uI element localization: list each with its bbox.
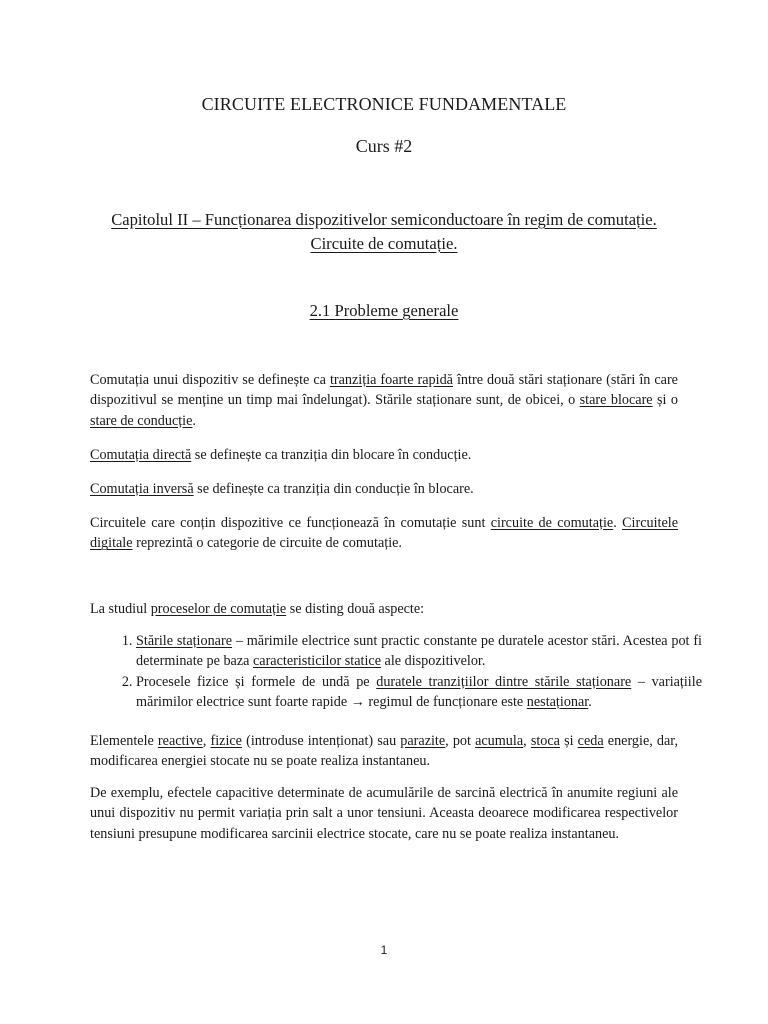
text-run: , pot	[445, 733, 476, 749]
text-run: – variațiile mărimilor electrice sunt foarte rapide → regimul de funcționare este	[136, 673, 702, 711]
underlined-term: Comutația directă	[90, 447, 192, 463]
text-run: Comutația unui dispozitiv se definește ca	[90, 372, 330, 388]
page-number: 1	[380, 943, 388, 957]
text-run: reprezintă o categorie de circuite de comutație.	[132, 535, 402, 552]
underlined-term: stare blocare	[579, 392, 653, 409]
paragraph-commutation-definition	[90, 370, 678, 431]
text-run: La studiul	[90, 601, 151, 617]
chapter-heading	[0, 208, 768, 256]
section-heading-text: 2.1 Probleme generale	[309, 301, 459, 320]
text-run: .	[613, 515, 623, 531]
underlined-term: nestaționar	[526, 694, 589, 711]
text-run: se definește ca tranziția din conducție în blocare.	[193, 481, 474, 497]
text-run: între două stări staționare (stări în care dispozitivul se menține un timp mai îndelungat). Stările staționare sunt, de obicei, o	[90, 372, 678, 409]
paragraph-capacitive-example	[90, 783, 678, 844]
paragraph-switching-circuits	[90, 513, 678, 554]
paragraph-inverse-commutation	[90, 479, 678, 499]
aspects-list	[112, 631, 702, 713]
paragraph-text: De exemplu, efectele capacitive determinate de acumulările de sarcină electrică în anumite regiuni ale unui dispozitiv nu permit variația prin salt a unor tensiuni. Aceasta deoarece modificarea respectivelor tensiuni presupune modificarea sarcinii electrice stocate, care nu se poate realiza instantaneu.	[90, 785, 678, 842]
underlined-term: Comutația inversă	[90, 481, 194, 497]
paragraph-study-aspects	[90, 599, 678, 619]
text-run: – mărimile electrice sunt practic constante pe duratele acestor stări. Acestea pot fi determinate pe baza	[136, 633, 702, 670]
underlined-term: stare de conducție	[90, 412, 193, 429]
chapter-heading-line1: Capitolul II – Funcționarea dispozitivelor semiconductoare în regim de comutație.	[111, 210, 657, 229]
underlined-term: ceda	[577, 733, 604, 749]
text-run: .	[588, 694, 592, 711]
text-run: și	[559, 733, 578, 749]
text-run: energie, dar, modificarea energiei stocate nu se poate realiza instantaneu.	[90, 733, 679, 770]
list-item	[136, 631, 702, 672]
underlined-term: Circuitele digitale	[90, 515, 679, 552]
text-run: se disting două aspecte:	[286, 601, 425, 617]
underlined-term: parazite	[400, 733, 446, 749]
text-run: ,	[523, 733, 531, 749]
underlined-term: Stările staționare	[136, 633, 233, 649]
paragraph-reactive-elements	[90, 731, 678, 772]
underlined-term: stoca	[530, 733, 560, 749]
underlined-term: caracteristicilor statice	[252, 653, 381, 670]
text-run: Elementele	[90, 733, 158, 749]
chapter-heading-line2: Circuite de comutație.	[310, 234, 458, 253]
text-run: și o	[652, 392, 679, 409]
list-item	[136, 672, 702, 713]
text-run: ,	[202, 733, 211, 749]
paragraph-direct-commutation	[90, 445, 678, 465]
underlined-term: acumula	[475, 733, 524, 749]
text-run: (introduse intenționat) sau	[241, 733, 401, 749]
section-heading	[0, 301, 768, 321]
text-run: Circuitele care conțin dispozitive ce funcționează în comutație sunt	[90, 515, 491, 531]
underlined-term: duratele tranzițiilor dintre stările staționare	[376, 673, 632, 690]
course-number: Curs #2	[355, 136, 413, 156]
underlined-term: tranziția foarte rapidă	[329, 372, 453, 388]
underlined-term: fizice	[210, 733, 242, 749]
underlined-term: reactive	[157, 733, 203, 749]
underlined-term: proceselor de comutație	[150, 601, 287, 617]
text-run: se definește ca tranziția din blocare în conducție.	[191, 447, 472, 463]
document-title: CIRCUITE ELECTRONICE FUNDAMENTALE	[201, 94, 567, 114]
text-run: Procesele fizice și formele de undă pe	[136, 673, 377, 690]
text-run: .	[192, 412, 196, 429]
underlined-term: circuite de comutație	[490, 515, 614, 531]
text-run: ale dispozitivelor.	[381, 653, 486, 670]
